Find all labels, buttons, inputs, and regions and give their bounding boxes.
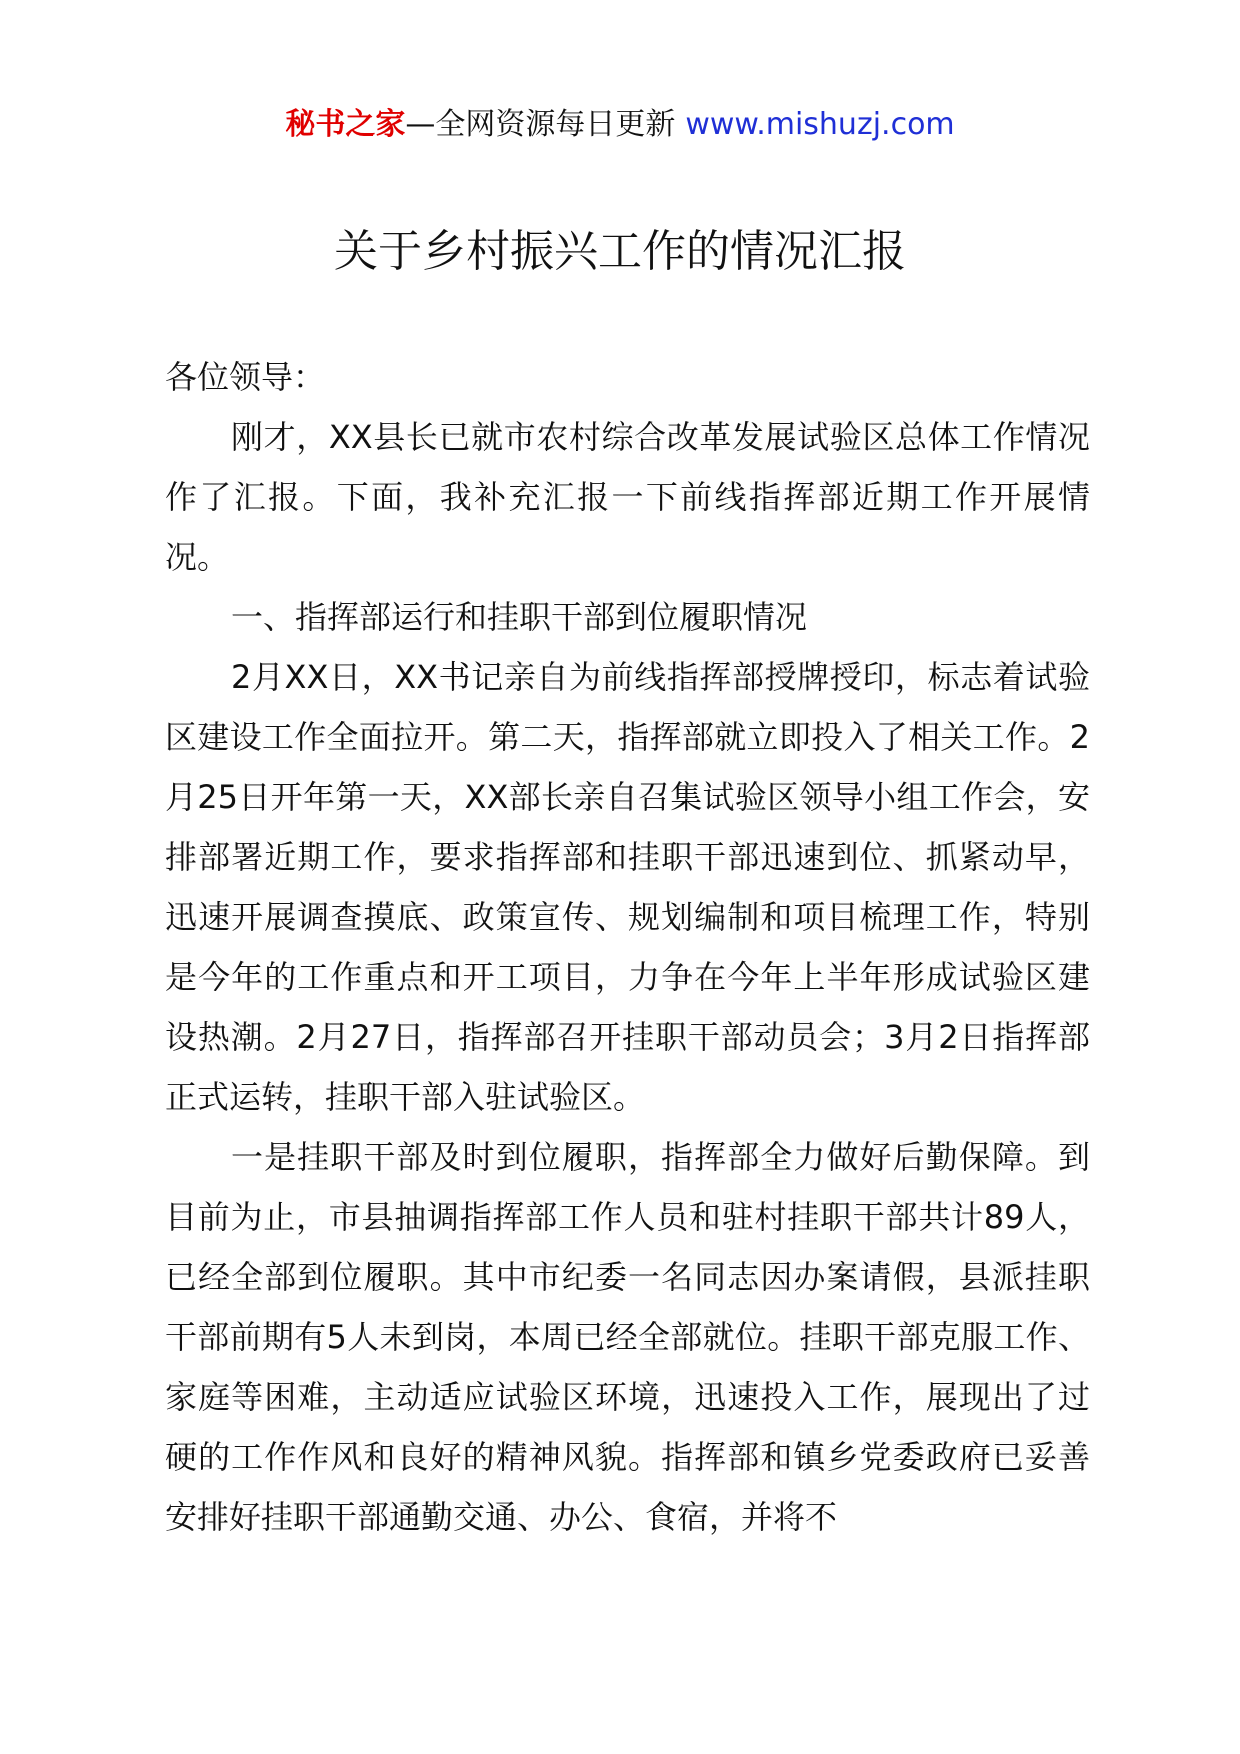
site-url[interactable]: www.mishuzj.com bbox=[685, 107, 955, 142]
site-tagline: —全网资源每日更新 bbox=[405, 107, 676, 142]
document-body bbox=[165, 347, 1090, 1547]
paragraph-intro: 刚才，XX县长已就市农村综合改革发展试验区总体工作情况作了汇报。下面，我补充汇报一下前线指挥部近期工作开展情况。 bbox=[165, 418, 1090, 576]
site-header bbox=[0, 100, 1240, 150]
site-brand: 秘书之家 bbox=[285, 107, 406, 142]
salutation: 各位领导： bbox=[165, 358, 326, 396]
document-title: 关于乡村振兴工作的情况汇报 bbox=[334, 226, 906, 277]
paragraph-cadres: 一是挂职干部及时到位履职，指挥部全力做好后勤保障。到目前为止，市县抽调指挥部工作人员和驻村挂职干部共计89人，已经全部到位履职。其中市纪委一名同志因办案请假，县派挂职干部前期有5人未到岗，本周已经全部就位。挂职干部克服工作、家庭等困难，主动适应试验区环境，迅速投入工作，展现出了过硬的工作作风和良好的精神风貌。指挥部和镇乡党委政府已妥善安排好挂职干部通勤交通、办公、食宿，并将不 bbox=[165, 1138, 1090, 1536]
paragraph-timeline: 2月XX日，XX书记亲自为前线指挥部授牌授印，标志着试验区建设工作全面拉开。第二天，指挥部就立即投入了相关工作。2月25日开年第一天，XX部长亲自召集试验区领导小组工作会，安排部署近期工作，要求指挥部和挂职干部迅速到位、抓紧动早，迅速开展调查摸底、政策宣传、规划编制和项目梳理工作，特别是今年的工作重点和开工项目，力争在今年上半年形成试验区建设热潮。2月27日，指挥部召开挂职干部动员会；3月2日指挥部正式运转，挂职干部入驻试验区。 bbox=[165, 658, 1090, 1116]
section-heading: 一、指挥部运行和挂职干部到位履职情况 bbox=[231, 598, 808, 636]
